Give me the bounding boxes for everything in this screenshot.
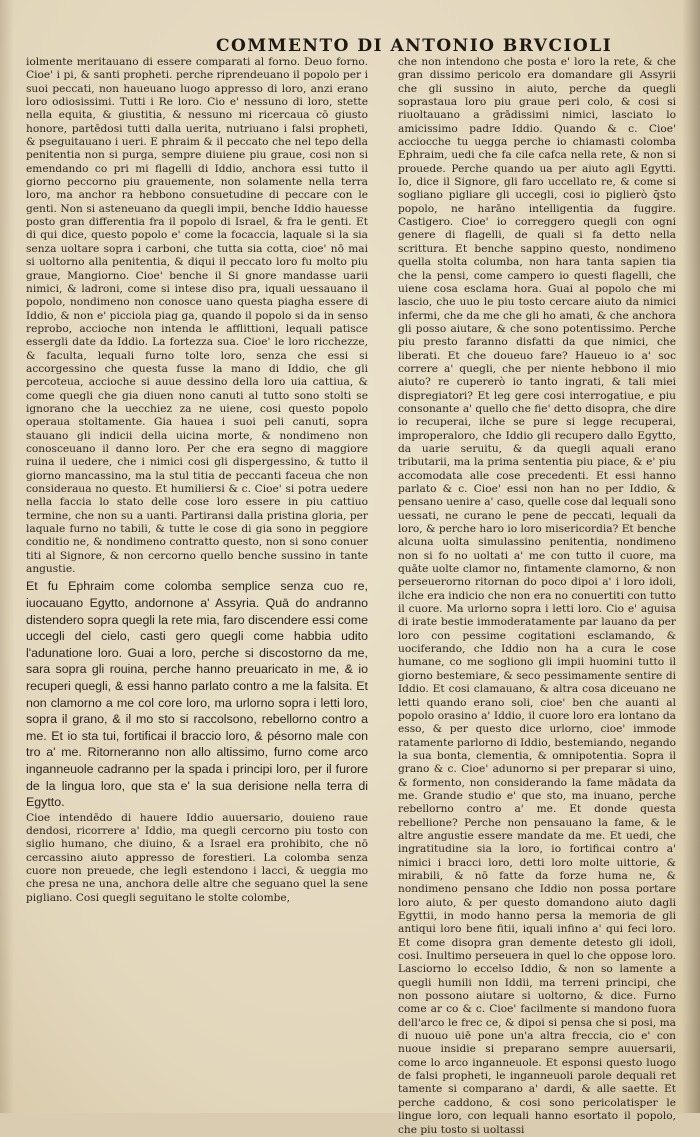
commentary-paragraph-1: iolmente meritauano di essere comparati al forno. Deuo forno. Cioe' i pi, & santi propheti. perche riprendeuano il popolo per i suoi peccati, non haueuano luogo appresso di loro, anzi erano loro odiosissimi. Tutti i Re loro. Cio e' nessuno di loro, stette nella equita, & giustitia, & nessuno mi ricercaua cō giusto honore, partēdosi tutti dalla uerita, nutriuano i falsi propheti, & pseguitauano i ueri. E phraim & il peccato che nel tepo della penitentia non si purga, sempre diuiene piu graue, cosi non si emendando co pri mi flagelli di Iddio, anchora essi tutto il giorno peccorno piu grauemente, non solamente nella terra loro, ma anchor ra hebbono consuetudine di peccare con le genti. Non si asteneuano da quegli impii, benche Iddio hauesse posto gran differentia fra il popolo di Israel, & fra le genti. Et di qui dice, questo popolo e' come la focaccia, laquale si la sia senza uoltare sopra i carboni, che tutta sia cotta, cioe' nō mai si uoltorno alla penitentia, & diqui il peccato loro fu molto piu graue, Mangiorno. Cioe' benche il Si gnore mandasse uarii nimici, & ladroni, come si intese diso pra, iquali uessauano il popolo, nondimeno non conosce uano questa piagha essere di Iddio, & non e' picciola piag ga, quando il popolo si da in senso reprobo, accioche non intenda le afflittioni, lequali patisce essergli date da Iddio. La fortezza sua. Cioe' le loro ricchezze, & faculta, lequali furno tolte loro, senza che essi si accorgessino che questa fusse la mano di Iddio, che gli percoteua, accioche si auue dessino della loro uia cattiua, & come quegli che gia diuen nono canuti al tutto sono stolti se ignorano che la uecchiez za ne uiene, cosi questo popolo operaua stoltamente. Gia hauea i suoi peli canuti, sopra stauano gli indicii della uicina morte, & nondimeno non conosceuano il danno loro. Per che era segno di maggiore ruina il uedere, che i nimici cosi gli dispergessino, & tutto il giorno mancassino, ma la stul titia de peccanti faceua che non consideraua no questo. Et humiliersi & c. Cioe' si potra uedere nella faccia lo stato delle cose loro essere in piu cattiuo termine, che non su a uanti. Partiransi dalla pristina gloria, per laquale furno no tabili, & tutte le cose di gia sono in peggiore conditio ne, & nondimeno contratto questo, non si sono conuer titi al Signore, & non cercorno quello benche sussino in tante angustie. bbox=[26, 56, 368, 576]
right-column bbox=[398, 56, 676, 1137]
page-gutter-shadow bbox=[682, 0, 700, 1113]
commentary-paragraph-3: che non intendono che posta e' loro la rete, & che gran dissimo pericolo era domandare gli Assyrii che gli sussino in aiuto, perche da quegli soprastaua loro piu graue peri colo, & cosi si riuoltauano a grādissimi nimici, lasciato lo amicissimo padre Iddio. Quando & c. Cioe' acciocche tu uegga perche io chiamasti colomba Ephraim, uedi che fa cile cafca nella rete, & non si prouede. Perche quando ua per aiuto agli Egytti. Io, dice il Signore, gli faro uccellato re, & come si sogliano pigliare gli uccegli, cosi io piglierò q̄sto popolo, ne harāno intelligentia da fuggire. Castigero. Cioe' io correggero quegli con ogni genere di flagelli, de quali si fa detto nella scrittura. Et benche sappino questo, nondimeno quella stolta columba, non hara tanta sapien tia che la pensi, come campero io questi flagelli, che uiene cosa esclama hora. Guai al popolo che mi lascio, che uuo le piu tosto cercare aiuto da nimici infermi, che da me che gli ho amati, & che anchora gli posso aiutare, & che sono potentissimo. Perche piu presto faranno disfatti da que nimici, che liberati. Et che doueuo fare? Haueuo io a' soc correre a' quegli, che per niente hebbono il mio aiuto? re cupererò io tanto ingrati, & tali miei dispregiatori? Et leg gere cosi interrogatiue, e piu consonante a' quello che fie' detto disopra, che dire io recuperai, ilche se pure si legge recuperai, improperaloro, che Iddio gli recupero dallo Egytto, da uarie seruitu, & da quegli aquali erano tributarii, ma la prima sententia piu piace, & e' piu accomodata alle cose precedenti. Et essi hanno parlato & c. Cioe' essi non han no per Iddio, & pensano uenire a' caso, quelle cose dal lequali sono uessati, ne curano le pene de peccati, lequali da loro, & perche haro io loro misericordia? Et benche alcuna uolta simulassino penitentia, nondimeno non si fo no uoltati a' me con tutto il cuore, ma quāte uolte clamor no, fintamente clamorno, & non perseuerorno ritornan do poco dipoi a' i loro idoli, ilche era indicio che non era no conuertiti con tutto il cuore. Ma urlorno sopra i letti loro. Cio e' aguisa di irate bestie immoderatamente par lauano da per loro con pessime cogitationi esclamando, & uociferando, che Iddio non ha a cura le cose humane, co me sogliono gli impii huomini tutto il giorno bestemiare, & seco pessimamente sentire di Iddio. Et cosi clamauano, & altra cosa diceuano ne letti quando erano soli, cioe' ben che auanti al popolo orasino a' Iddio, il cuore loro era lontano da esso, & per questo dice urlorno, cioe' immode ratamente parlorno di Iddio, bestemiando, negando la sua bonta, clementia, & omnipotentia. Sopra il grano & c. Cioe' adunorno si per preparar si uino, & formento, non considerando la fame mādata da me. Grande studio e' que sto, ma inuano, perche rebellorno contro a' me. Et donde questa rebellione? Perche non pensauano la fame, & le altre angustie essere mandate da me. Et uedi, che ingratitudine sia la loro, io fortificai contro a' nimici i bracci loro, detti loro molte uittorie, & mirabili, & nō fatte da forze huma ne, & nondimeno pensano che Iddio non possa portare loro aiuto, & per questo domandono aiuto dagli Egyttii, in modo hanno persa la memoria de gli antiqui loro bene fitii, iquali infino a' qui feci loro. Et come disopra gran demente detesto gli idoli, cosi. Inultimo perseuera in quel lo che oppose loro. Lasciorno lo eccelso Iddio, & non so lamente a quegli humili non Iddii, ma terreni principi, che non possono aiutare si uoltorno, & dice. Furno come ar co & c. Cioe' facilmente si mandono fuora dell'arco le frec ce, & dipoi si pensa che si posi, ma di nuouo uiē pone un'a altra freccia, cio e' con nuoue insidie si preparano sempre auuersarii, come lo arco inganneuole. Et esponsi questo luogo de falsi propheti, le inganneuoli parole dequali ret tamente si comparano a' dardi, & alle saette. Et perche caddono, & cosi sono pericolatisper le lingue loro, con lequali hanno esortato il popolo, che piu tosto si uoltassi bbox=[398, 56, 676, 1136]
running-header: COMMENTO DI ANTONIO BRVCIOLI bbox=[216, 36, 613, 56]
page-left-edge-shadow bbox=[0, 0, 14, 1113]
left-column bbox=[26, 56, 368, 905]
commentary-paragraph-2: Cioe intendēdo di hauere Iddio auuersario, douieno raue dendosi, ricorrere a' Iddio, ma quegli cercorno piu tosto con siglio humano, che diuino, & a Israel era prohibito, che nō cercassino aiuto appresso de forestieri. La colomba senza cuore non preuede, che legli estendono i lacci, & ueggia mo che presa ne una, anchora delle altre che seguano quel la sene pigliano. Cosi quegli seguitano le stolte colombe, bbox=[26, 811, 368, 904]
scripture-verse: Et fu Ephraim come colomba semplice senza cuo re, iuocauano Egytto, andornone a' Assyria. Quā do andranno distendero sopra quegli la rete mia, faro discendere essi come uccegli del cielo, casti gero quegli come habbia udito l'adunatione loro. Guai a loro, perche si discostorno da me, sara sopra gli rouina, perche hanno preuaricato in me, & io recuperi quegli, & essi hanno parlato contro a me la falsita. Et non clamorno a me col core loro, ma urlorno sopra i letti loro, sopra il grano, & il mo sto si raccolsono, rebellorno contro a me. Et io sta tui, fortificai il braccio loro, & pésorno male con tro a' me. Ritorneranno non allo altissimo, furno come arco inganneuole cadranno per la spada i principi loro, per il furore de la lingua loro, que sta e' la sua derisione nella terra di Egytto. bbox=[26, 579, 368, 810]
